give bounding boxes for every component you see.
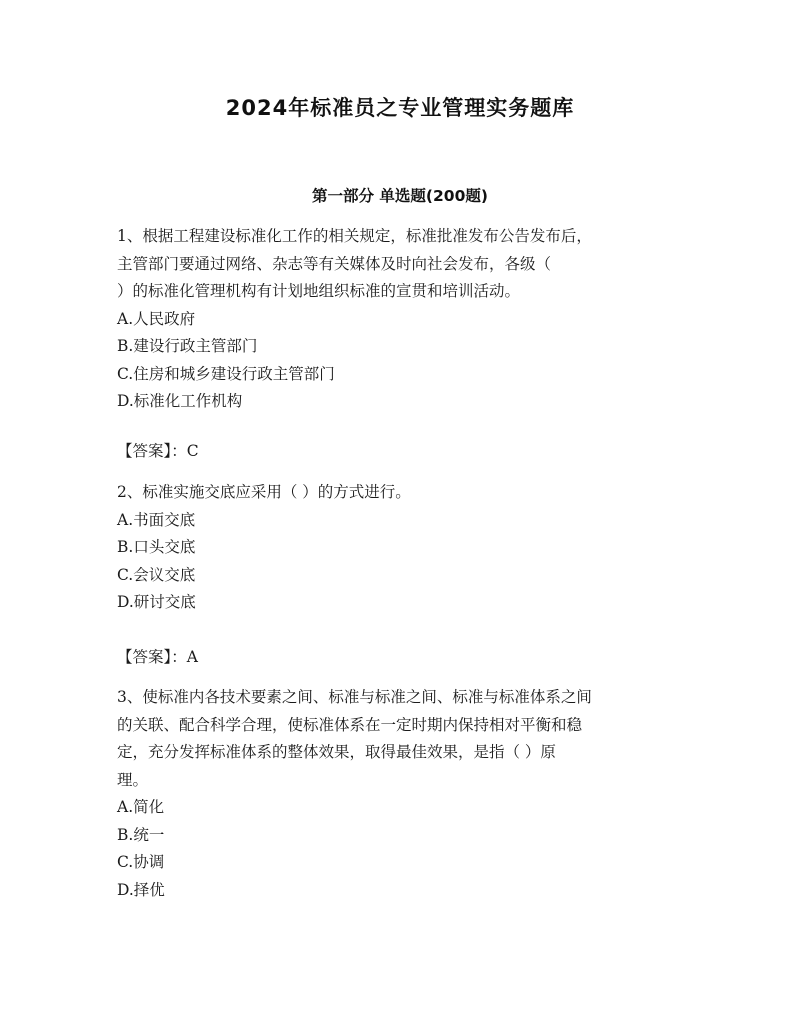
option-a: A.人民政府 <box>117 309 196 328</box>
question-1 <box>117 223 687 416</box>
question-text-line: ）的标准化管理机构有计划地组织标准的宣贯和培训活动。 <box>117 282 521 300</box>
answer-2 <box>117 644 198 672</box>
answer-value: A <box>186 648 198 666</box>
document-title: 2024年标准员之专业管理实务题库 <box>225 96 575 120</box>
option-b: B.统一 <box>117 825 165 844</box>
question-2 <box>117 479 687 617</box>
question-text-line: 的关联、配合科学合理，使标准体系在一定时期内保持相对平衡和稳 <box>117 715 583 734</box>
question-text-line: 主管部门要通过网络、杂志等有关媒体及时向社会发布，各级（ <box>117 254 552 273</box>
question-text-line: 2、标准实施交底应采用（ ）的方式进行。 <box>117 483 411 501</box>
option-a: A.书面交底 <box>117 510 196 529</box>
option-d: D.研讨交底 <box>117 593 196 611</box>
question-3 <box>117 684 687 904</box>
option-d: D.择优 <box>117 880 165 899</box>
question-text-line: 3、使标准内各技术要素之间、标准与标准之间、标准与标准体系之间 <box>117 688 592 706</box>
option-c: C.住房和城乡建设行政主管部门 <box>117 364 335 383</box>
option-b: B.建设行政主管部门 <box>117 337 258 355</box>
section-heading: 第一部分 单选题(200题) <box>312 187 488 205</box>
question-text-line: 理。 <box>117 770 149 789</box>
question-text-line: 定，充分发挥标准体系的整体效果，取得最佳效果，是指（ ）原 <box>117 743 556 761</box>
option-c: C.协调 <box>117 853 165 871</box>
option-b: B.口头交底 <box>117 538 196 556</box>
option-c: C.会议交底 <box>117 565 196 584</box>
answer-value: C <box>186 442 199 460</box>
answer-label: 【答案】： <box>117 648 187 666</box>
question-text-line: 1、根据工程建设标准化工作的相关规定，标准批准发布公告发布后， <box>117 227 592 245</box>
answer-label: 【答案】： <box>117 442 187 460</box>
option-d: D.标准化工作机构 <box>117 392 243 410</box>
answer-1 <box>117 438 199 466</box>
option-a: A.简化 <box>117 798 165 816</box>
